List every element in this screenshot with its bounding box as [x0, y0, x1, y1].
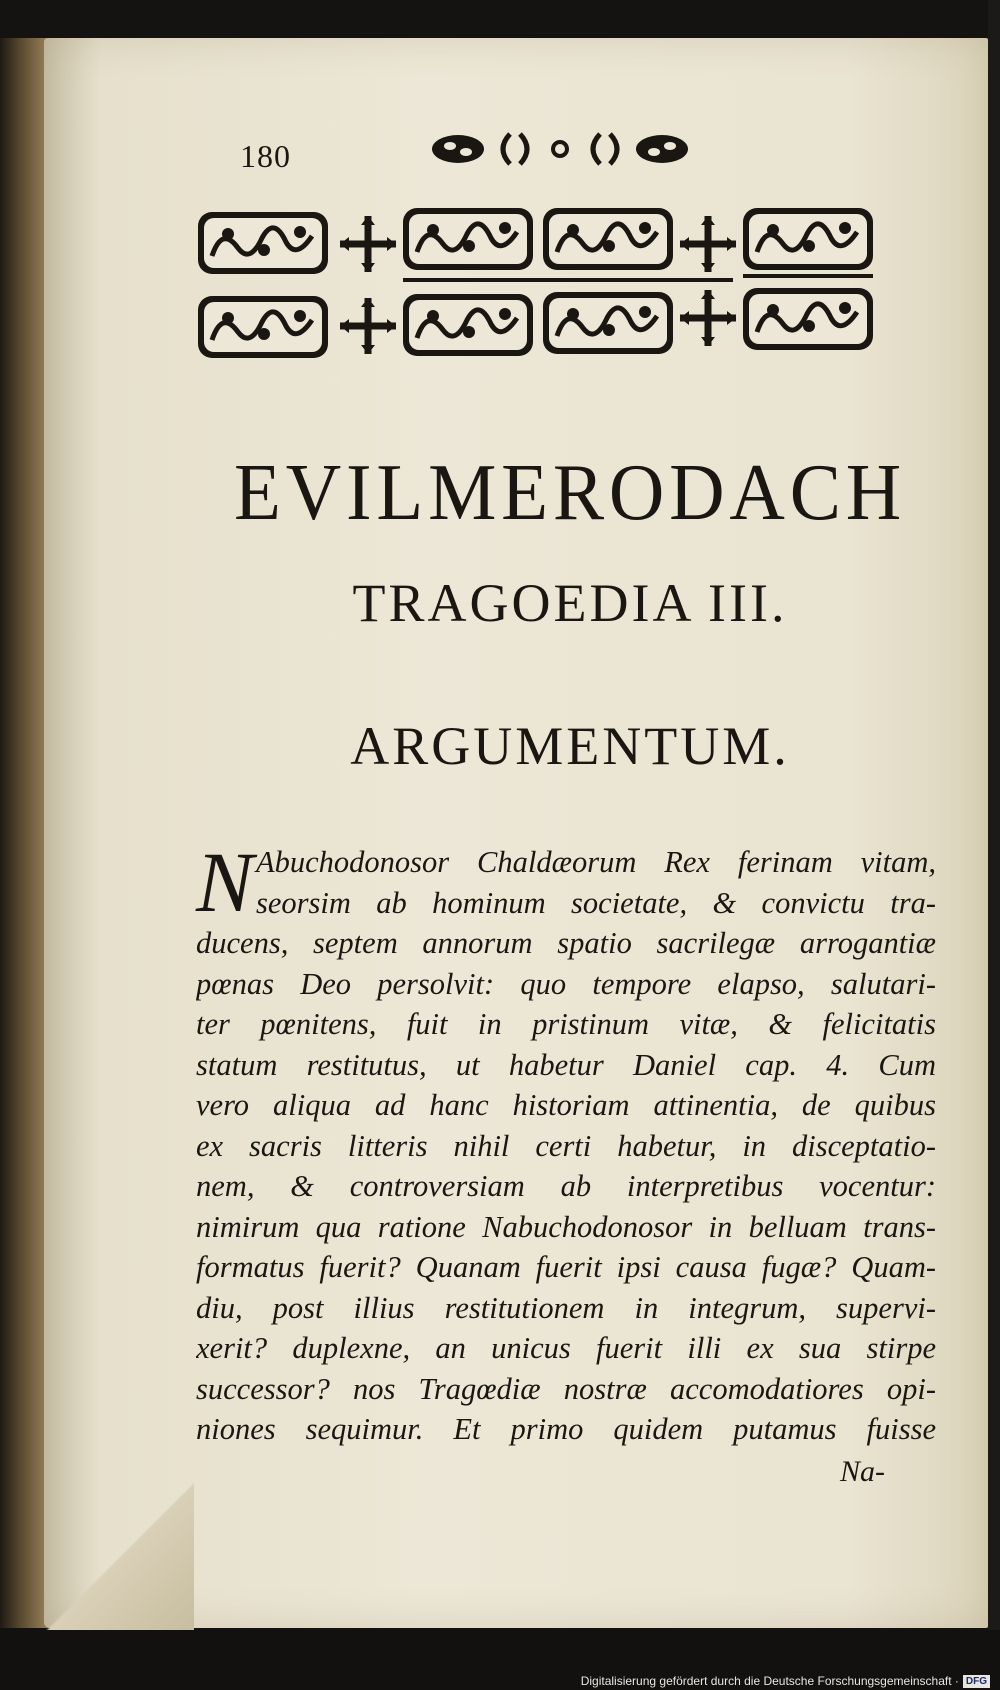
argument-line: niones sequimur. Et primo quidem putamus fuisse — [196, 1412, 936, 1446]
argument-line: nem, & controversiam ab interpretibus vocentur: — [196, 1169, 936, 1203]
argument-line: xerit? duplexne, an unicus fuerit illi ex sua stirpe — [196, 1331, 936, 1365]
argument-line: seorsim ab hominum societate, & convictu tra- — [256, 885, 936, 920]
play-title: EVILMERODACH — [234, 449, 906, 537]
argument-line: ducens, septem annorum spatio sacrilegæ arrogantiæ — [196, 926, 936, 960]
page-number: 180 — [240, 138, 291, 174]
argument-line: successor? nos Tragœdiæ nostræ accomodatiores opi- — [196, 1371, 936, 1406]
argument-line: formatus fuerit? Quanam fuerit ipsi causa fugæ? Quam- — [196, 1250, 936, 1284]
section-heading: ARGUMENTUM. — [350, 716, 790, 776]
argument-line: Abuchodonosor Chaldæorum Rex ferinam vitam, — [256, 845, 936, 879]
header-ornament — [430, 126, 720, 172]
play-subtitle: TRAGOEDIA III. — [352, 573, 788, 633]
argument-line: ter pœnitens, fuit in pristinum vitæ, & felicitatis — [196, 1007, 936, 1041]
scan-right-edge — [988, 0, 1000, 1630]
page-corner-fold — [44, 1450, 194, 1630]
argument-line: ex sacris litteris nihil certi habetur, in disceptatio- — [196, 1128, 936, 1163]
argument-line: statum restitutus, ut habetur Daniel cap. 4. Cum — [196, 1047, 936, 1082]
catchword: Na- — [840, 1455, 885, 1488]
decorative-headpiece — [198, 208, 934, 368]
dfg-logo: DFG — [963, 1675, 990, 1688]
argument-line: pœnas Deo persolvit: quo tempore elapso, salutari- — [196, 966, 936, 1001]
digitization-credit — [0, 1672, 990, 1690]
argument-paragraph — [196, 834, 936, 1450]
drop-cap: N — [196, 834, 254, 930]
argument-line: vero aliqua ad hanc historiam attinentia, de quibus — [196, 1088, 936, 1122]
scan-top-edge — [0, 0, 1000, 38]
argument-line: diu, post illius restitutionem in integrum, supervi- — [196, 1290, 936, 1325]
credit-text: Digitalisierung gefördert durch die Deutsche Forschungsgemeinschaft · — [580, 1674, 959, 1688]
argument-line: nimirum qua ratione Nabuchodonosor in belluam trans- — [196, 1209, 936, 1244]
